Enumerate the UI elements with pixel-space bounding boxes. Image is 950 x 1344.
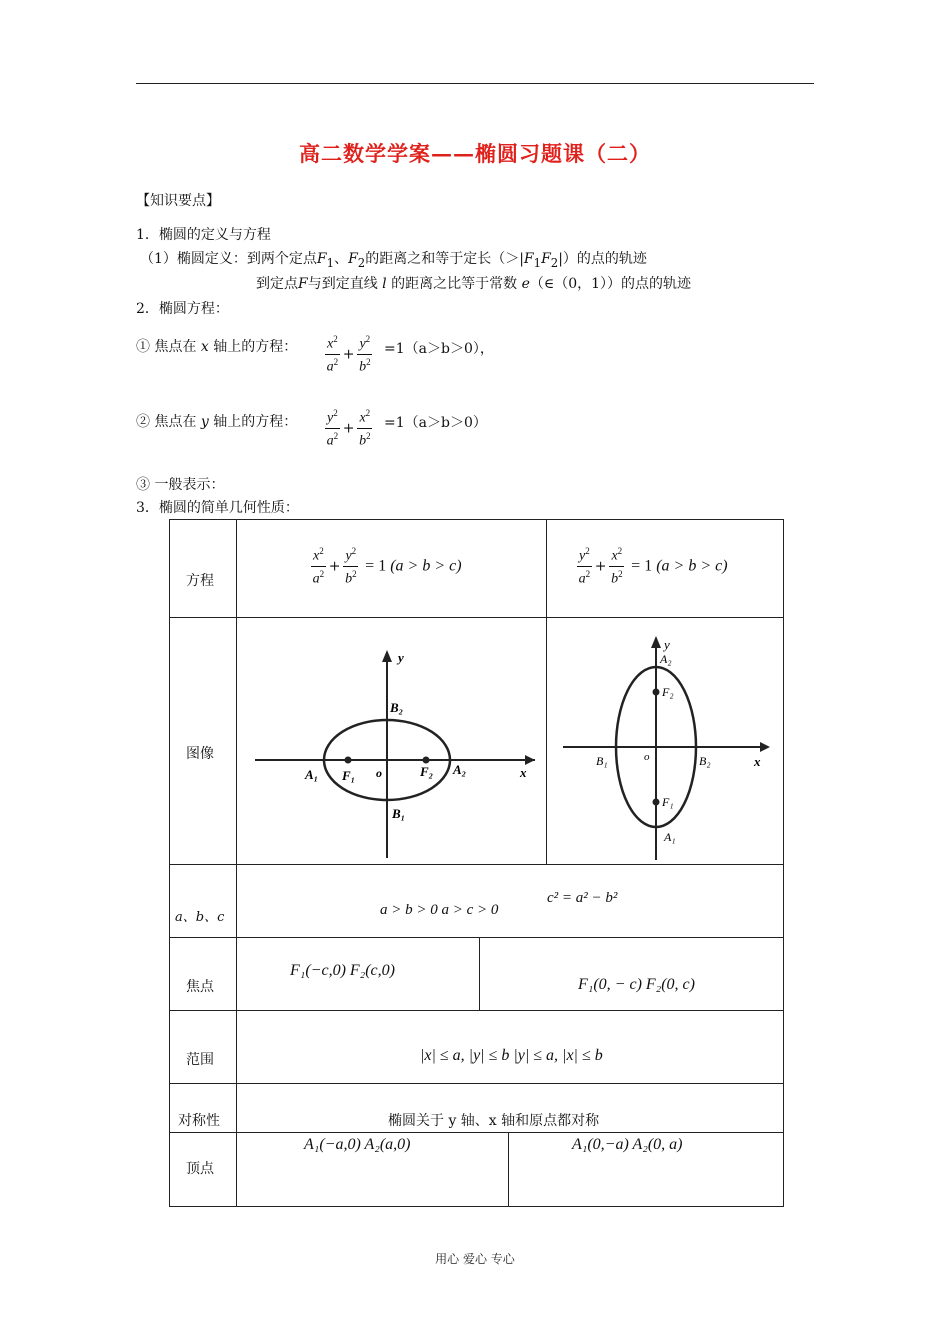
row-label-graph: 图像 — [186, 746, 214, 762]
graph2-y-label: y — [664, 637, 670, 652]
graph1-f2-label: F₂ — [420, 764, 434, 779]
graph1-a1-label: A₁ — [305, 767, 319, 782]
foci-y-axis: F₁(0, − c) F₂(0, c) — [578, 976, 695, 993]
range-values: |x| ≤ a, |y| ≤ b |y| ≤ a, |x| ≤ b — [420, 1047, 603, 1064]
page-footer: 用心 爱心 专心 — [435, 1252, 515, 1266]
equation-x-axis: ① 焦点在 x 轴上的方程： — [136, 339, 298, 355]
symmetry-text: 椭圆关于 y 轴、x 轴和原点都对称 — [388, 1113, 600, 1129]
graph2-a1-label: A₁ — [664, 830, 676, 844]
graph1-b2-label: B₂ — [390, 700, 404, 715]
graph2-b1-label: B₁ — [596, 754, 608, 768]
vertices-y-axis: A₁(0,−a) A₂(0, a) — [572, 1136, 683, 1153]
graph1-origin-label: o — [376, 766, 382, 780]
graph1-f1-label: F₁ — [342, 768, 356, 783]
row-label-abc: a、b、c — [175, 910, 225, 925]
section-header: 【知识要点】 — [136, 193, 220, 209]
row-label-range: 范围 — [186, 1052, 214, 1068]
definition-1: （1）椭圆定义：到两个定点$F_1$、$F_2$的距离之和等于定长$(>|F_1F_2|)$的点的轨迹 — [140, 251, 647, 270]
foci-x-axis: F₁(−c,0) F₂(c,0) — [290, 962, 395, 979]
page-title: 高二数学学案——椭圆习题课（二） — [299, 141, 651, 166]
graph1-a2-label: A₂ — [453, 762, 467, 777]
header-rule — [136, 83, 814, 84]
graph1-y-label: y — [398, 650, 404, 665]
equation-y-formula: $\frac{y^2}{a^2}$ + $\frac{x^2}{b^2}$ — [326, 408, 371, 449]
graph2-origin-label: o — [644, 751, 650, 763]
general-form: ③ 一般表示： — [136, 477, 225, 493]
graph2-f1-label: F₁ — [662, 795, 674, 809]
graph2-x-label: x — [754, 754, 761, 769]
item-2-heading: 2．椭圆方程： — [136, 301, 229, 317]
row-label-symmetry: 对称性 — [178, 1113, 220, 1129]
properties-table — [169, 519, 784, 1207]
graph2-a2-label: A₂ — [660, 652, 672, 666]
abc-relation: c² = a² − b² — [547, 890, 618, 906]
graph1-b1-label: B₁ — [392, 806, 406, 821]
abc-inequalities: a > b > 0 a > c > 0 — [380, 902, 499, 918]
item-3-heading: 3．椭圆的简单几何性质： — [136, 500, 299, 516]
equation-x-condition: =1（a＞b＞0）， — [384, 341, 494, 357]
graph2-b2-label: B₂ — [699, 754, 711, 768]
row-label-equation: 方程 — [186, 573, 214, 589]
equation-y-axis: ② 焦点在 y 轴上的方程： — [136, 414, 298, 430]
equation-y-major: $\frac{y^2}{a^2}$ + $\frac{x^2}{b^2}$ = 1 (a > b > c) — [578, 546, 728, 587]
vertices-x-axis: A₁(−a,0) A₂(a,0) — [304, 1136, 411, 1153]
graph1-x-label: x — [520, 765, 527, 780]
graph2-f2-label: F₂ — [662, 685, 674, 699]
equation-y-condition: =1（a＞b＞0） — [384, 415, 487, 431]
row-label-vertices: 顶点 — [186, 1161, 214, 1177]
row-label-foci: 焦点 — [186, 979, 214, 995]
definition-2: 到定点F与到定直线 l 的距离之比等于常数 e（∈（0，1））的点的轨迹 — [256, 276, 692, 292]
ellipse-y-graph — [558, 630, 778, 862]
ellipse-x-graph — [250, 640, 540, 860]
item-1-heading: 1．椭圆的定义与方程 — [136, 227, 271, 243]
equation-x-major: $\frac{x^2}{a^2}$ + $\frac{y^2}{b^2}$ = 1 (a > b > c) — [312, 546, 462, 587]
equation-x-formula: $\frac{x^2}{a^2}$ + $\frac{y^2}{b^2}$ — [326, 334, 371, 375]
